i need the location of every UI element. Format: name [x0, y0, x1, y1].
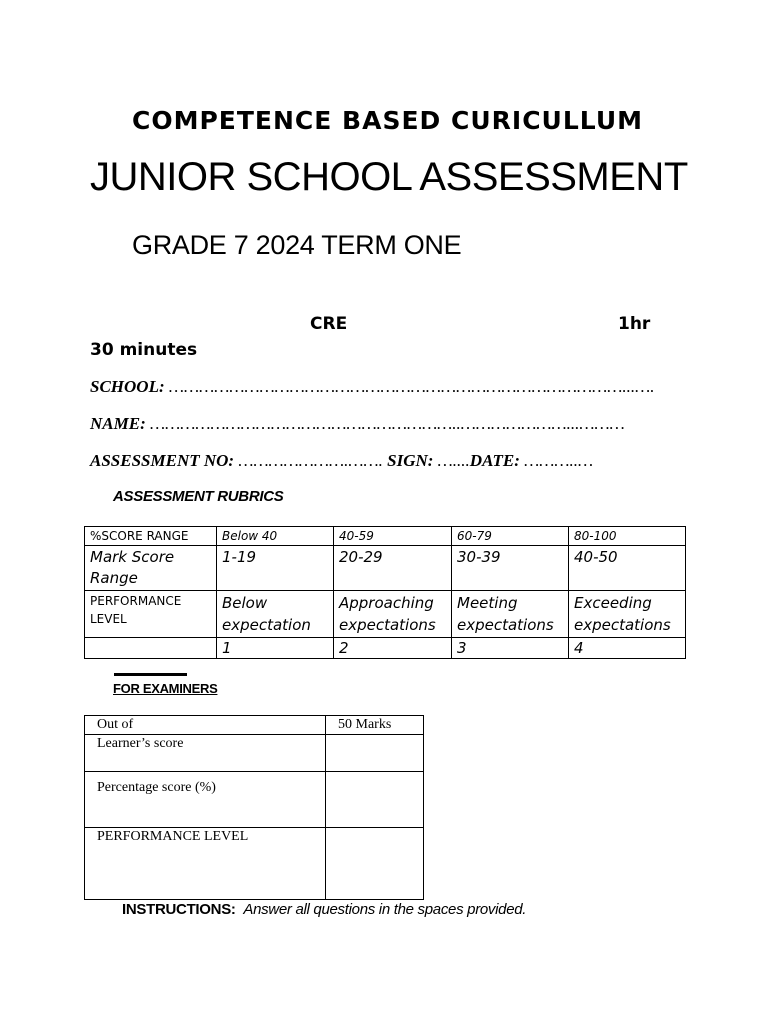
name-field[interactable]	[90, 414, 625, 434]
instructions	[122, 901, 526, 918]
exam-row-performance-level	[85, 828, 424, 900]
rubric-cell: 40-50	[569, 546, 686, 591]
exam-value-cell[interactable]	[326, 772, 424, 828]
grade-term-heading: GRADE 7 2024 TERM ONE	[132, 230, 462, 260]
assessment-title: JUNIOR SCHOOL ASSESSMENT	[90, 155, 688, 199]
school-label: SCHOOL:	[90, 377, 165, 396]
exam-label-cell: Learner’s score	[85, 735, 326, 772]
rubrics-title: ASSESSMENT RUBRICS	[113, 488, 284, 505]
school-field[interactable]	[90, 377, 654, 397]
rubric-mark-row	[85, 546, 686, 591]
instructions-text: Answer all questions in the spaces provided.	[243, 901, 527, 918]
rubric-cell: Below expectation	[217, 591, 334, 638]
sign-blank[interactable]: …....	[433, 451, 470, 470]
rubric-header-row	[85, 527, 686, 546]
exam-label-cell: Out of	[85, 716, 326, 735]
exam-label-cell: Percentage score (%)	[85, 772, 326, 828]
rubric-cell: 1	[217, 638, 334, 659]
rubric-cell: Mark Score Range	[85, 546, 217, 591]
rubric-header-cell: 40-59	[334, 527, 452, 546]
examiners-table	[84, 715, 424, 900]
exam-label-cell: PERFORMANCE LEVEL	[85, 828, 326, 900]
name-blank[interactable]: ……………………………………………………..…………………...………	[145, 414, 625, 433]
rubric-header-cell: 80-100	[569, 527, 686, 546]
exam-value-cell[interactable]	[326, 828, 424, 900]
rubric-cell: 4	[569, 638, 686, 659]
assessment-number-blank[interactable]: ………………….…….	[234, 451, 388, 470]
rubric-cell: Exceeding expectations	[569, 591, 686, 638]
duration-hours: 1hr	[618, 314, 651, 334]
assessment-number-label: ASSESSMENT NO:	[90, 451, 235, 470]
rubric-level-number-row	[85, 638, 686, 659]
duration-minutes: 30 minutes	[90, 340, 198, 360]
exam-row-percentage	[85, 772, 424, 828]
rubric-cell: 30-39	[452, 546, 569, 591]
assessment-number-row[interactable]	[90, 451, 593, 471]
sign-label: SIGN:	[387, 451, 434, 470]
rubric-cell: 2	[334, 638, 452, 659]
rubric-cell	[85, 638, 217, 659]
date-blank[interactable]: ………..…	[519, 451, 594, 470]
rubric-header-cell: Below 40	[217, 527, 334, 546]
rubric-performance-row	[85, 591, 686, 638]
name-label: NAME:	[90, 414, 146, 433]
rubric-cell: 3	[452, 638, 569, 659]
rubric-cell: 1-19	[217, 546, 334, 591]
rubrics-table	[84, 526, 686, 659]
rubric-cell: 20-29	[334, 546, 452, 591]
rubric-cell: PERFORMANCE LEVEL	[85, 591, 217, 638]
subject-label: CRE	[310, 314, 348, 334]
exam-row-learner-score	[85, 735, 424, 772]
curriculum-heading: COMPETENCE BASED CURICULLUM	[132, 106, 643, 135]
exam-value-cell: 50 Marks	[326, 716, 424, 735]
rubric-cell: Approaching expectations	[334, 591, 452, 638]
rubric-header-cell: 60-79	[452, 527, 569, 546]
date-label: DATE:	[469, 451, 520, 470]
instructions-label: INSTRUCTIONS:	[122, 901, 236, 918]
rubric-header-cell: %SCORE RANGE	[85, 527, 217, 546]
exam-row-out-of	[85, 716, 424, 735]
examiners-title: FOR EXAMINERS	[113, 681, 218, 696]
rubric-cell: Meeting expectations	[452, 591, 569, 638]
school-blank[interactable]: ………………………………………………………………………………...….	[164, 377, 655, 396]
examiners-rule	[114, 673, 187, 676]
exam-value-cell[interactable]	[326, 735, 424, 772]
